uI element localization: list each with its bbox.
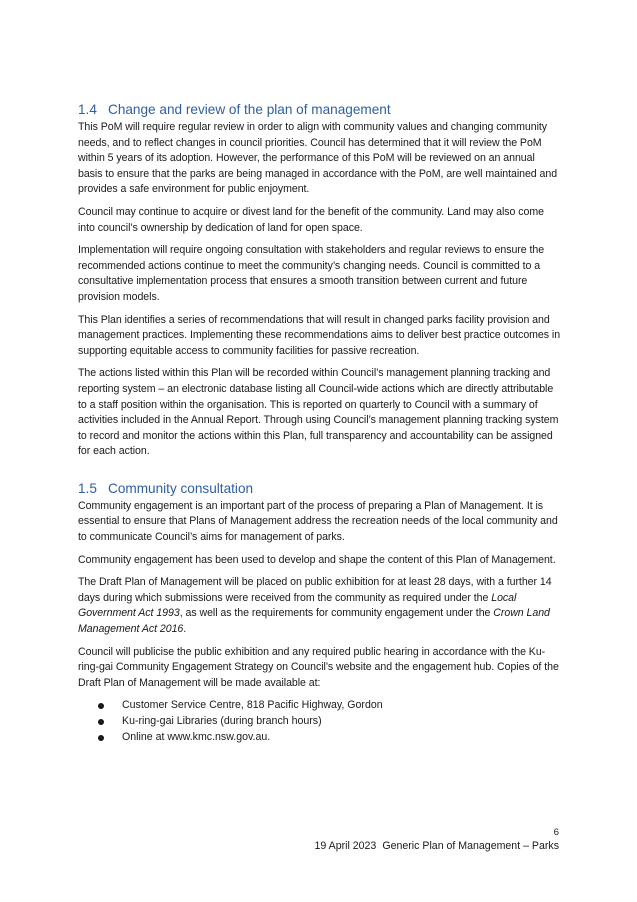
availability-list (78, 698, 562, 745)
act-title: Local Government Act 1993 (78, 591, 517, 620)
list-item-text: Online at www.kmc.nsw.gov.au. (122, 730, 271, 743)
section-heading-1-5 (78, 480, 562, 497)
list-item (98, 698, 562, 714)
list-item-text: Ku-ring-gai Libraries (during branch hours) (122, 715, 322, 727)
footer-doc-title: Generic Plan of Management – Parks (382, 840, 559, 852)
section-heading-1-4 (78, 101, 562, 118)
paragraph: Community engagement is an important part of the process of preparing a Plan of Management. It is essential to ensure that Plans of Management address the recreation needs of the local community and to communicate Council’s aims for management of parks. (78, 499, 558, 544)
page-content (78, 101, 562, 745)
section-number: 1.4 (78, 102, 97, 117)
paragraph-exhibition (78, 575, 562, 637)
bullet-icon (98, 703, 104, 709)
paragraph: This Plan identifies a series of recommendations that will result in changed parks facility provision and management practices. Implementing these recommendations aims to deliver best practice outcomes in supporting equitable access to community facilities for passive recreation. (78, 313, 561, 357)
section-title: Community consultation (108, 480, 254, 496)
footer (314, 840, 559, 852)
section-number: 1.5 (78, 480, 97, 496)
paragraph: Community engagement has been used to develop and shape the content of this Plan of Management. (78, 553, 556, 566)
list-item (98, 714, 562, 730)
paragraph: Council may continue to acquire or divest land for the benefit of the community. Land may also come into council’s ownership by dedication of land for open space. (78, 205, 544, 234)
page-number: 6 (553, 827, 559, 838)
bullet-icon (98, 735, 104, 741)
paragraph: Implementation will require ongoing consultation with stakeholders and regular reviews to ensure the recommended actions continue to meet the community’s changing needs. Council is committed to a consultative implementation process that ensures a smooth transition between current and future provision models. (78, 244, 545, 303)
text-run: . (183, 623, 187, 636)
bullet-icon (98, 719, 104, 725)
list-item (98, 730, 562, 746)
section-title: Change and review of the plan of management (108, 102, 391, 117)
text-run: The Draft Plan of Management will be placed on public exhibition for at least 28 days, with a further 14 days during which submissions were received from the community as required under the (78, 576, 552, 604)
footer-date: 19 April 2023 (314, 840, 377, 852)
act-title: Crown Land Management Act 2016 (78, 607, 550, 636)
text-run: , as well as the requirements for community engagement under the (179, 607, 494, 620)
paragraph: This PoM will require regular review in order to align with community values and changing community needs, and to reflect changes in council priorities. Council has determined that it will review the PoM within 5 years of its adoption. However, the performance of this PoM will be reviewed on an annual basis to ensure that the parks are being managed in accordance with the PoM, are well maintained and provides a safe environment for public enjoyment. (78, 121, 558, 196)
list-item-text: Customer Service Centre, 818 Pacific Highway, Gordon (122, 699, 383, 712)
paragraph: The actions listed within this Plan will be recorded within Council’s management planning tracking and reporting system – an electronic database listing all Council-wide actions which are directly attributable to a staff position within the organisation. This is reported on quarterly to Council with a summary of activities included in the Annual Report. Through using Council’s management planning tracking system to record and monitor the actions within this Plan, full transparency and accountability can be assigned for each action. (78, 367, 559, 458)
paragraph: Council will publicise the public exhibition and any required public hearing in accordance with the Ku-ring-gai Community Engagement Strategy on Council’s website and the engagement hub. Copies of the Draft Plan of Management will be made available at: (78, 645, 559, 689)
